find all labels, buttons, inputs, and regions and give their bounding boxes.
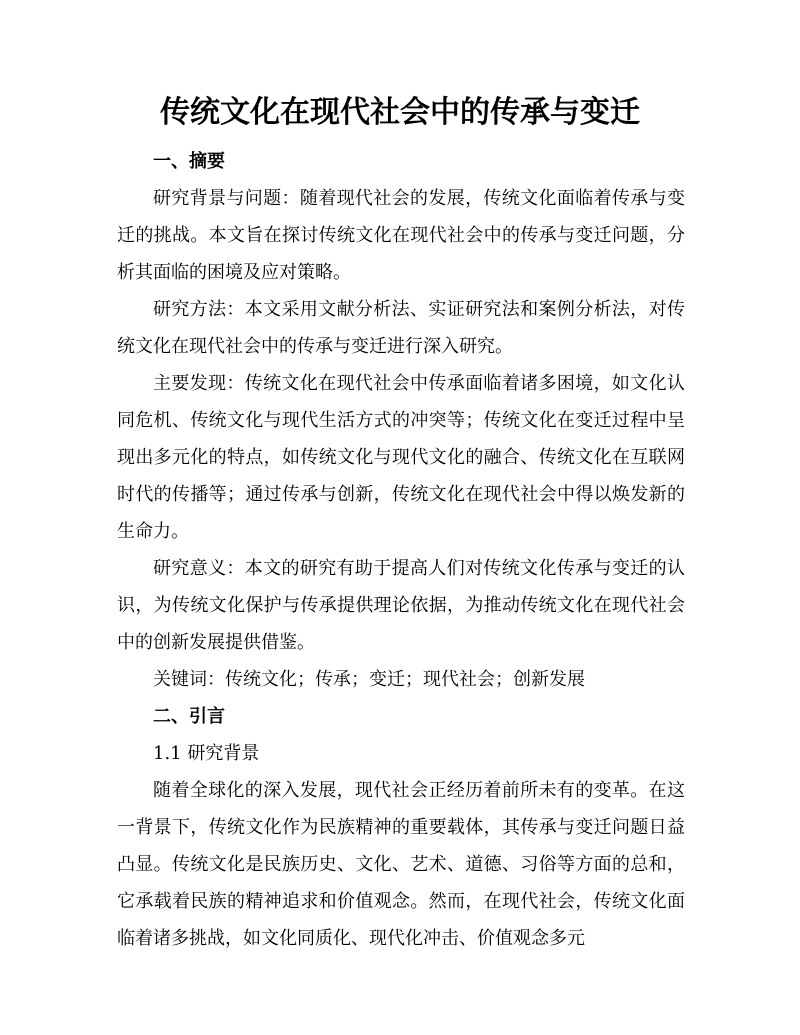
document-title: 传统文化在现代社会中的传承与变迁 (160, 95, 640, 130)
intro-paragraph: 随着全球化的深入发展，现代社会正经历着前所未有的变革。在这一背景下，传统文化作为民族精神的重要载体，其传承与变迁问题日益凸显。传统文化是民族历史、文化、艺术、道德、习俗等方面的总和，它承载着民族的精神追求和价值观念。然而，在现代社会，传统文化面临着诸多挑战，如文化同质化、现代化冲击、价值观念多元 (117, 780, 685, 949)
abstract-paragraph-findings: 主要发现：传统文化在现代社会中传承面临着诸多困境，如文化认同危机、传统文化与现代生活方式的冲突等；传统文化在变迁过程中呈现出多元化的特点，如传统文化与现代文化的融合、传统文化在互联网时代的传播等；通过传承与创新，传统文化在现代社会中得以焕发新的生命力。 (117, 373, 685, 542)
abstract-paragraph-significance: 研究意义：本文的研究有助于提高人们对传统文化传承与变迁的认识，为传统文化保护与传承提供理论依据，为推动传统文化在现代社会中的创新发展提供借鉴。 (117, 558, 685, 653)
abstract-paragraph-background: 研究背景与问题：随着现代社会的发展，传统文化面临着传承与变迁的挑战。本文旨在探讨传统文化在现代社会中的传承与变迁问题，分析其面临的困境及应对策略。 (117, 188, 685, 283)
abstract-paragraph-method: 研究方法：本文采用文献分析法、实证研究法和案例分析法，对传统文化在现代社会中的传承与变迁进行深入研究。 (117, 299, 685, 357)
keywords-line: 关键词：传统文化；传承；变迁；现代社会；创新发展 (153, 669, 585, 690)
section-heading-introduction: 二、引言 (153, 706, 225, 727)
document-body (117, 143, 685, 957)
section-heading-abstract: 一、摘要 (153, 151, 225, 172)
subsection-heading-background: 1.1 研究背景 (153, 743, 260, 764)
